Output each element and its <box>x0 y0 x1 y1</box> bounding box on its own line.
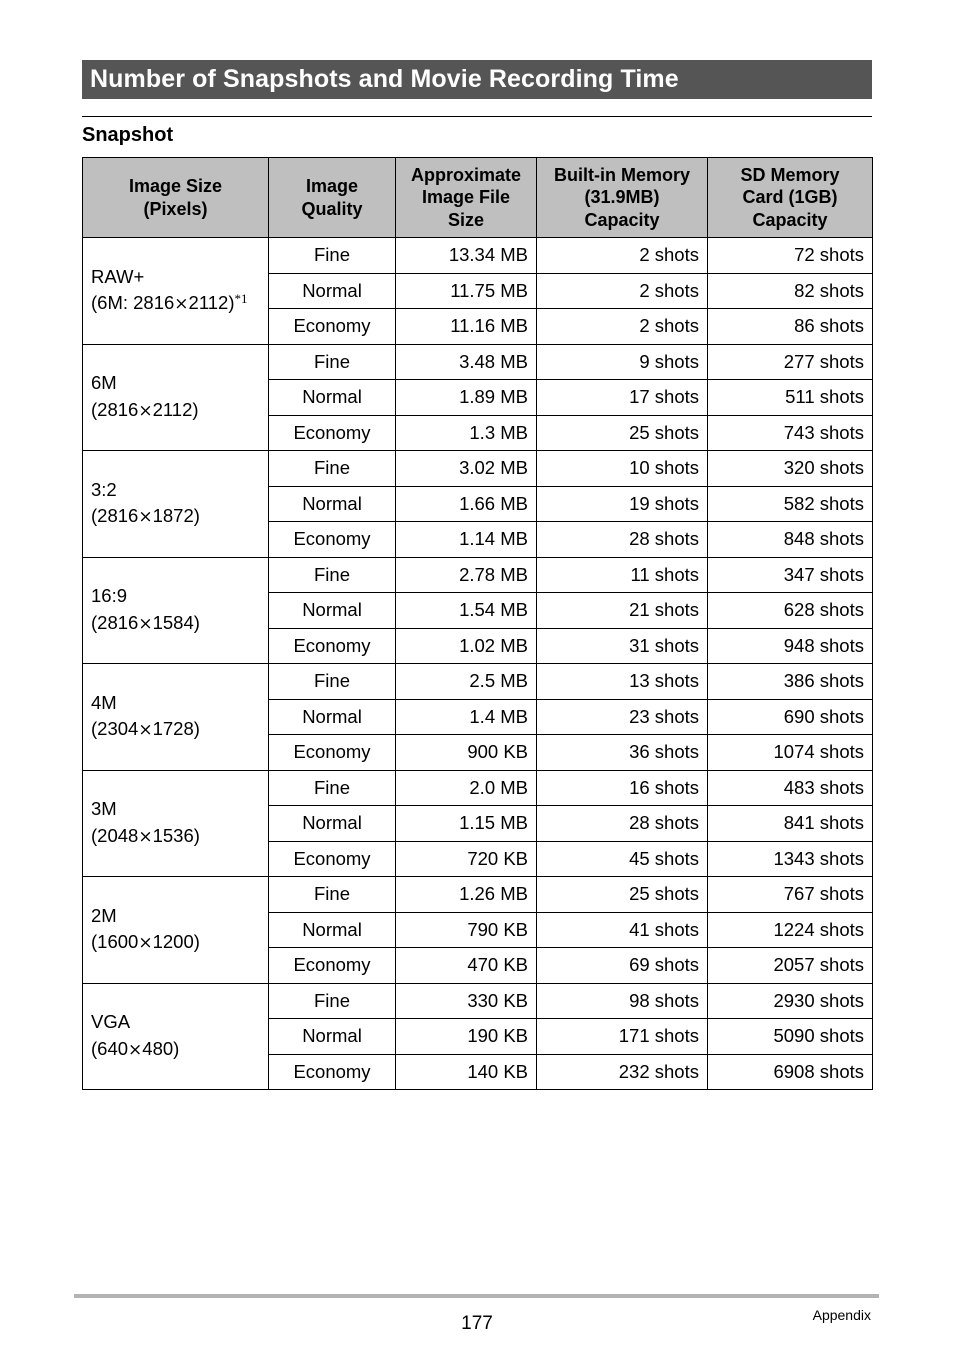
quality-cell: Fine <box>269 664 396 700</box>
sd-capacity-cell: 628 shots <box>708 593 873 629</box>
quality-cell: Normal <box>269 593 396 629</box>
quality-cell: Economy <box>269 415 396 451</box>
builtin-capacity-cell: 31 shots <box>537 628 708 664</box>
footnote-marker: *1 <box>234 291 248 307</box>
file-size-cell: 720 KB <box>396 841 537 877</box>
header-image-quality <box>269 158 396 238</box>
sd-capacity-cell: 767 shots <box>708 877 873 913</box>
file-size-cell: 1.26 MB <box>396 877 537 913</box>
sd-capacity-cell: 72 shots <box>708 238 873 274</box>
header-file-size <box>396 158 537 238</box>
file-size-cell: 3.02 MB <box>396 451 537 487</box>
size-label: RAW+ <box>91 265 145 287</box>
pixel-height: 480) <box>142 1037 180 1059</box>
sd-capacity-cell: 1224 shots <box>708 912 873 948</box>
multiply-sign: × <box>138 507 153 528</box>
pixel-height: 2112) <box>188 292 235 314</box>
sd-capacity-cell: 483 shots <box>708 770 873 806</box>
header-line: Approximate <box>410 164 522 185</box>
quality-cell: Normal <box>269 273 396 309</box>
builtin-capacity-cell: 17 shots <box>537 380 708 416</box>
table-row <box>83 664 873 700</box>
table-row <box>83 557 873 593</box>
footer-section-label: Appendix <box>812 1307 871 1323</box>
sd-capacity-cell: 5090 shots <box>708 1019 873 1055</box>
builtin-capacity-cell: 25 shots <box>537 415 708 451</box>
builtin-capacity-cell: 9 shots <box>537 344 708 380</box>
pixel-width: (640 <box>91 1037 129 1059</box>
builtin-capacity-cell: 98 shots <box>537 983 708 1019</box>
sd-capacity-cell: 386 shots <box>708 664 873 700</box>
builtin-capacity-cell: 36 shots <box>537 735 708 771</box>
image-size-cell <box>83 664 269 771</box>
file-size-cell: 190 KB <box>396 1019 537 1055</box>
file-size-cell: 2.78 MB <box>396 557 537 593</box>
quality-cell: Normal <box>269 699 396 735</box>
file-size-cell: 2.0 MB <box>396 770 537 806</box>
multiply-sign: × <box>138 400 153 421</box>
header-line: Image Size <box>128 176 223 196</box>
file-size-cell: 790 KB <box>396 912 537 948</box>
image-size-cell <box>83 344 269 451</box>
pixel-dimensions <box>91 288 260 316</box>
builtin-capacity-cell: 171 shots <box>537 1019 708 1055</box>
file-size-cell: 900 KB <box>396 735 537 771</box>
table-row <box>83 238 873 274</box>
pixel-height: 1728) <box>152 718 200 740</box>
header-line: Size <box>447 209 485 230</box>
file-size-cell: 11.75 MB <box>396 273 537 309</box>
page-number: 177 <box>461 1313 493 1334</box>
builtin-capacity-cell: 19 shots <box>537 486 708 522</box>
pixel-height: 1200) <box>152 931 200 953</box>
sd-capacity-cell: 82 shots <box>708 273 873 309</box>
pixel-height: 1584) <box>152 611 200 633</box>
image-size-cell <box>83 770 269 877</box>
quality-cell: Economy <box>269 628 396 664</box>
quality-cell: Economy <box>269 841 396 877</box>
pixel-dimensions <box>91 821 260 849</box>
pixel-width: (1600 <box>91 931 139 953</box>
quality-cell: Economy <box>269 1054 396 1090</box>
table-row <box>83 451 873 487</box>
table-row <box>83 344 873 380</box>
table-row <box>83 983 873 1019</box>
quality-cell: Economy <box>269 522 396 558</box>
multiply-sign: × <box>138 613 153 634</box>
pixel-width: (2816 <box>91 398 139 420</box>
sd-capacity-cell: 690 shots <box>708 699 873 735</box>
builtin-capacity-cell: 2 shots <box>537 273 708 309</box>
page-title: Number of Snapshots and Movie Recording Time <box>90 65 679 93</box>
header-line: Quality <box>301 198 363 219</box>
quality-cell: Normal <box>269 486 396 522</box>
builtin-capacity-cell: 28 shots <box>537 522 708 558</box>
snapshot-table <box>82 157 873 1090</box>
file-size-cell: 140 KB <box>396 1054 537 1090</box>
builtin-capacity-cell: 25 shots <box>537 877 708 913</box>
image-size-cell <box>83 451 269 558</box>
file-size-cell: 3.48 MB <box>396 344 537 380</box>
sd-capacity-cell: 1074 shots <box>708 735 873 771</box>
sd-capacity-cell: 347 shots <box>708 557 873 593</box>
file-size-cell: 11.16 MB <box>396 309 537 345</box>
image-size-cell <box>83 983 269 1090</box>
header-line: Image File <box>421 187 511 208</box>
pixel-dimensions <box>91 608 260 636</box>
file-size-cell: 1.4 MB <box>396 699 537 735</box>
header-line: SD Memory <box>740 164 840 185</box>
pixel-width: (2048 <box>91 824 139 846</box>
section-heading: Snapshot <box>82 124 174 146</box>
image-size-cell <box>83 557 269 664</box>
pixel-width: (6M: 2816 <box>91 292 175 314</box>
quality-cell: Normal <box>269 1019 396 1055</box>
pixel-height: 1536) <box>152 824 200 846</box>
builtin-capacity-cell: 23 shots <box>537 699 708 735</box>
quality-cell: Economy <box>269 948 396 984</box>
file-size-cell: 2.5 MB <box>396 664 537 700</box>
title-bar <box>82 60 872 99</box>
builtin-capacity-cell: 10 shots <box>537 451 708 487</box>
sd-capacity-cell: 86 shots <box>708 309 873 345</box>
pixel-dimensions <box>91 927 260 955</box>
builtin-capacity-cell: 232 shots <box>537 1054 708 1090</box>
size-label: 16:9 <box>91 585 128 607</box>
multiply-sign: × <box>128 1039 143 1060</box>
quality-cell: Fine <box>269 238 396 274</box>
builtin-capacity-cell: 13 shots <box>537 664 708 700</box>
pixel-dimensions <box>91 714 260 742</box>
multiply-sign: × <box>138 720 153 741</box>
builtin-capacity-cell: 16 shots <box>537 770 708 806</box>
pixel-width: (2816 <box>91 611 139 633</box>
pixel-dimensions <box>91 501 260 529</box>
file-size-cell: 330 KB <box>396 983 537 1019</box>
file-size-cell: 1.15 MB <box>396 806 537 842</box>
quality-cell: Fine <box>269 557 396 593</box>
quality-cell: Normal <box>269 912 396 948</box>
sd-capacity-cell: 320 shots <box>708 451 873 487</box>
sd-capacity-cell: 848 shots <box>708 522 873 558</box>
file-size-cell: 1.14 MB <box>396 522 537 558</box>
quality-cell: Fine <box>269 344 396 380</box>
builtin-capacity-cell: 45 shots <box>537 841 708 877</box>
size-label: 3M <box>91 798 117 820</box>
builtin-capacity-cell: 69 shots <box>537 948 708 984</box>
quality-cell: Fine <box>269 451 396 487</box>
sd-capacity-cell: 277 shots <box>708 344 873 380</box>
header-line: Capacity <box>584 209 660 230</box>
sd-capacity-cell: 511 shots <box>708 380 873 416</box>
file-size-cell: 1.02 MB <box>396 628 537 664</box>
header-line: Card (1GB) <box>742 187 838 208</box>
sd-capacity-cell: 2057 shots <box>708 948 873 984</box>
image-size-cell <box>83 877 269 984</box>
pixel-dimensions <box>91 1034 260 1062</box>
pixel-height: 2112) <box>152 398 199 420</box>
quality-cell: Fine <box>269 877 396 913</box>
size-label: 2M <box>91 904 117 926</box>
sd-capacity-cell: 1343 shots <box>708 841 873 877</box>
size-label: 3:2 <box>91 478 117 500</box>
quality-cell: Economy <box>269 309 396 345</box>
header-builtin-memory <box>537 158 708 238</box>
image-size-cell <box>83 238 269 345</box>
header-row <box>83 158 873 238</box>
table-row <box>83 770 873 806</box>
multiply-sign: × <box>138 933 153 954</box>
size-label: VGA <box>91 1011 131 1033</box>
size-label: 6M <box>91 372 117 394</box>
file-size-cell: 1.66 MB <box>396 486 537 522</box>
file-size-cell: 470 KB <box>396 948 537 984</box>
table-row <box>83 877 873 913</box>
header-line: Capacity <box>752 209 828 230</box>
quality-cell: Normal <box>269 380 396 416</box>
header-line: (Pixels) <box>143 198 208 219</box>
sd-capacity-cell: 6908 shots <box>708 1054 873 1090</box>
quality-cell: Fine <box>269 983 396 1019</box>
file-size-cell: 13.34 MB <box>396 238 537 274</box>
header-line: (31.9MB) <box>584 187 660 208</box>
sd-capacity-cell: 582 shots <box>708 486 873 522</box>
quality-cell: Fine <box>269 770 396 806</box>
pixel-width: (2304 <box>91 718 139 740</box>
header-image-size <box>83 158 269 238</box>
pixel-width: (2816 <box>91 505 139 527</box>
sd-capacity-cell: 841 shots <box>708 806 873 842</box>
multiply-sign: × <box>138 826 153 847</box>
title-divider <box>82 116 872 117</box>
multiply-sign: × <box>174 294 189 315</box>
file-size-cell: 1.3 MB <box>396 415 537 451</box>
header-line: Built-in Memory <box>553 164 690 185</box>
size-label: 4M <box>91 691 117 713</box>
file-size-cell: 1.54 MB <box>396 593 537 629</box>
quality-cell: Normal <box>269 806 396 842</box>
builtin-capacity-cell: 2 shots <box>537 238 708 274</box>
pixel-dimensions <box>91 395 260 423</box>
builtin-capacity-cell: 2 shots <box>537 309 708 345</box>
builtin-capacity-cell: 21 shots <box>537 593 708 629</box>
sd-capacity-cell: 743 shots <box>708 415 873 451</box>
header-line: Image <box>305 176 359 196</box>
sd-capacity-cell: 948 shots <box>708 628 873 664</box>
header-sd-card <box>708 158 873 238</box>
pixel-height: 1872) <box>152 505 200 527</box>
footer-divider <box>74 1294 879 1298</box>
builtin-capacity-cell: 28 shots <box>537 806 708 842</box>
builtin-capacity-cell: 41 shots <box>537 912 708 948</box>
quality-cell: Economy <box>269 735 396 771</box>
builtin-capacity-cell: 11 shots <box>537 557 708 593</box>
table-body <box>83 238 873 1090</box>
file-size-cell: 1.89 MB <box>396 380 537 416</box>
sd-capacity-cell: 2930 shots <box>708 983 873 1019</box>
